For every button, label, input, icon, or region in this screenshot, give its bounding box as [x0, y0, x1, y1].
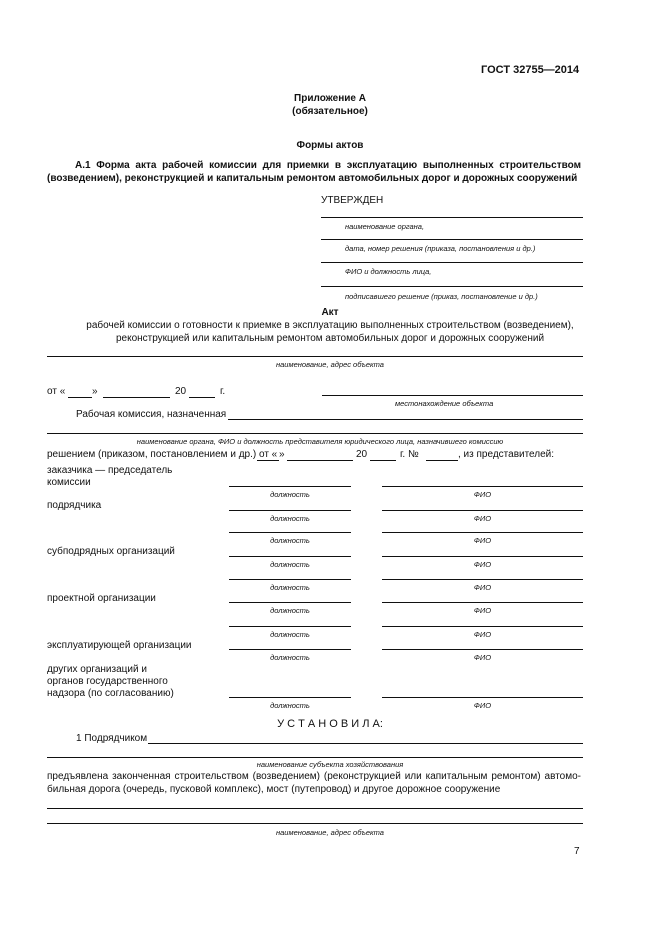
appendix-subtitle: (обязательное): [292, 106, 368, 117]
commission-label: Рабочая комиссия, назначенная: [76, 409, 227, 420]
position-label-2: должность: [270, 514, 310, 523]
approval-title: УТВЕРЖДЕН: [321, 195, 384, 206]
position-label-9: должность: [270, 701, 310, 710]
position-line-5[interactable]: [229, 579, 351, 580]
position-label-7: должность: [270, 630, 310, 639]
decision-no-label: г. №: [400, 449, 419, 460]
date-quote-close: »: [92, 386, 98, 397]
decision-month-field[interactable]: [287, 460, 353, 461]
name-line-4[interactable]: [382, 556, 583, 557]
name-label-9: ФИО: [473, 701, 492, 710]
others-label-1: других организаций и: [47, 664, 147, 675]
established-text-2: бильная дорога (очередь, пусковой комплекс), мост (путепровод) и другое дорожное сооружение: [47, 784, 501, 795]
date-g: г.: [220, 386, 226, 397]
name-label-3: ФИО: [473, 536, 492, 545]
subcontractors-label: субподрядных организаций: [47, 546, 175, 557]
act-subtitle-1: рабочей комиссии о готовности к приемке в эксплуатацию выполненных строительством (возведением),: [86, 320, 574, 331]
name-line-5[interactable]: [382, 579, 583, 580]
chair-label-2: комиссии: [47, 477, 91, 488]
name-label-8: ФИО: [473, 653, 492, 662]
name-label-4: ФИО: [473, 560, 492, 569]
commission-field[interactable]: [228, 419, 583, 420]
entity-hint: наименование субъекта хозяйствования: [256, 760, 404, 769]
decision-year-field[interactable]: [370, 460, 396, 461]
name-line-3[interactable]: [382, 532, 583, 533]
position-label-5: должность: [270, 583, 310, 592]
location-line[interactable]: [322, 395, 583, 396]
approval-hint-2: дата, номер решения (приказа, постановления и др.): [345, 244, 536, 253]
name-label-2: ФИО: [473, 514, 492, 523]
name-label-6: ФИО: [473, 606, 492, 615]
approval-line-3: [321, 262, 583, 263]
position-line-8[interactable]: [229, 649, 351, 650]
operating-org-label: эксплуатирующей организации: [47, 640, 192, 651]
date-day-field[interactable]: [68, 397, 92, 398]
name-line-6[interactable]: [382, 602, 583, 603]
clause-line-2: (возведением), реконструкцией и капитальным ремонтом автомобильных дорог и дорожных сооружений: [47, 173, 578, 184]
standard-number: ГОСТ 32755—2014: [481, 64, 580, 76]
position-line-4[interactable]: [229, 556, 351, 557]
established-title: У С Т А Н О В И Л А:: [277, 718, 383, 730]
name-line-7[interactable]: [382, 626, 583, 627]
decision-number-field[interactable]: [426, 460, 458, 461]
position-label-8: должность: [270, 653, 310, 662]
item-1-label: 1 Подрядчиком: [76, 733, 148, 744]
name-label-5: ФИО: [473, 583, 492, 592]
page-number: 7: [574, 846, 580, 857]
position-line-1[interactable]: [229, 486, 351, 487]
approval-line-4: [321, 286, 583, 287]
name-line-8[interactable]: [382, 649, 583, 650]
decision-day-field[interactable]: [257, 460, 279, 461]
name-line-9[interactable]: [382, 697, 583, 698]
name-line-2[interactable]: [382, 510, 583, 511]
decision-text: решением (приказом, постановлением и др.) от «: [47, 449, 278, 460]
location-hint: местонахождение объекта: [395, 399, 494, 408]
position-label-1: должность: [270, 490, 310, 499]
position-line-6[interactable]: [229, 602, 351, 603]
entity-line[interactable]: [47, 757, 583, 758]
established-text-1: предъявлена законченная строительством (возведением) (реконструкцией или капитальным ремонтом) автомо-: [47, 771, 581, 782]
approval-line-1: [321, 217, 583, 218]
commission-hint: наименование органа, ФИО и должность представителя юридического лица, назначившего комиссию: [136, 437, 504, 446]
position-line-2[interactable]: [229, 510, 351, 511]
date-from: от «: [47, 386, 66, 397]
others-label-3: надзора (по согласованию): [47, 688, 174, 699]
date-year-prefix: 20: [175, 386, 187, 397]
name-label-1: ФИО: [473, 490, 492, 499]
decision-year-prefix: 20: [356, 449, 368, 460]
object-line-3[interactable]: [47, 823, 583, 824]
act-title: Акт: [321, 307, 339, 318]
contractor-label: подрядчика: [47, 500, 102, 511]
appendix-title: Приложение А: [294, 93, 366, 104]
approval-line-2: [321, 239, 583, 240]
section-title: Формы актов: [296, 140, 364, 151]
design-org-label: проектной организации: [47, 593, 156, 604]
position-line-9[interactable]: [229, 697, 351, 698]
approval-hint-3: ФИО и должность лица,: [345, 267, 432, 276]
chair-label-1: заказчика — председатель: [47, 465, 173, 476]
date-month-field[interactable]: [103, 397, 170, 398]
commission-line-2[interactable]: [47, 433, 583, 434]
position-label-6: должность: [270, 606, 310, 615]
contractor-entity-field[interactable]: [148, 743, 583, 744]
name-label-7: ФИО: [473, 630, 492, 639]
object-hint: наименование, адрес объекта: [276, 360, 384, 369]
position-line-7[interactable]: [229, 626, 351, 627]
object-line: [47, 356, 583, 357]
date-year-field[interactable]: [189, 397, 215, 398]
decision-quote: »: [279, 449, 285, 460]
object-hint-2: наименование, адрес объекта: [276, 828, 384, 837]
decision-end: , из представителей:: [458, 449, 555, 460]
position-label-4: должность: [270, 560, 310, 569]
object-line-2[interactable]: [47, 808, 583, 809]
approval-hint-1: наименование органа,: [345, 222, 425, 231]
position-line-3[interactable]: [229, 532, 351, 533]
position-label-3: должность: [270, 536, 310, 545]
others-label-2: органов государственного: [47, 676, 168, 687]
act-subtitle-2: реконструкцией или капитальным ремонтом автомобильных дорог и дорожных сооружений: [115, 333, 545, 344]
clause-line-1: А.1 Форма акта рабочей комиссии для приемки в эксплуатацию выполненных строительством: [75, 160, 581, 171]
name-line-1[interactable]: [382, 486, 583, 487]
approval-hint-4: подписавшего решение (приказ, постановление и др.): [345, 292, 538, 301]
